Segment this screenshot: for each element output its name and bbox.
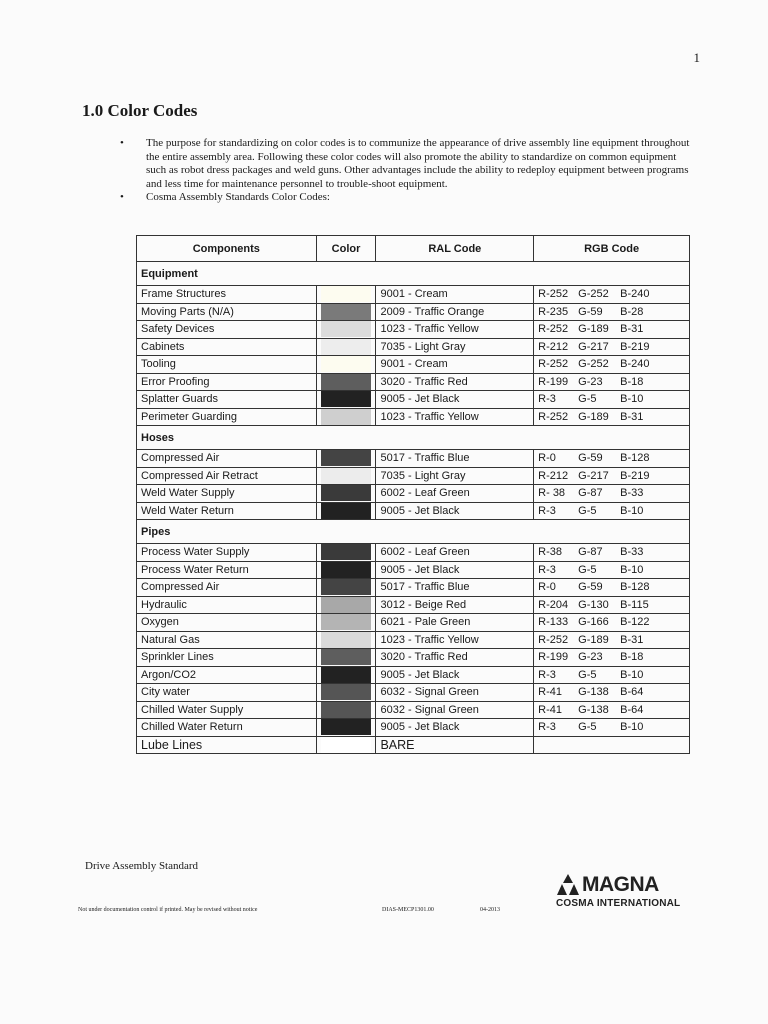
color-swatch-cell bbox=[316, 286, 376, 304]
header-rgb-code: RGB Code bbox=[534, 236, 690, 262]
rgb-g-value: G-189 bbox=[578, 633, 609, 646]
color-swatch bbox=[321, 614, 372, 630]
color-swatch bbox=[321, 649, 372, 665]
component-cell: Process Water Supply bbox=[137, 544, 317, 562]
color-swatch-cell bbox=[316, 338, 376, 356]
rgb-b-value: B-18 bbox=[620, 651, 644, 664]
table-row bbox=[137, 338, 690, 356]
component-cell: Argon/CO2 bbox=[137, 666, 317, 684]
rgb-b-value: B-33 bbox=[620, 546, 644, 559]
ral-code-cell: 6032 - Signal Green bbox=[376, 684, 534, 702]
table-body bbox=[137, 262, 690, 754]
rgb-b-value: B-128 bbox=[620, 581, 650, 594]
group-label: Equipment bbox=[137, 262, 690, 286]
component-cell: Chilled Water Supply bbox=[137, 701, 317, 719]
color-swatch-cell bbox=[316, 631, 376, 649]
ral-code-cell: 1023 - Traffic Yellow bbox=[376, 321, 534, 339]
component-cell: Oxygen bbox=[137, 614, 317, 632]
color-swatch-cell bbox=[316, 450, 376, 468]
table-row bbox=[137, 391, 690, 409]
ral-code-cell: 7035 - Light Gray bbox=[376, 467, 534, 485]
rgb-code-cell bbox=[534, 391, 690, 409]
rgb-code-cell bbox=[534, 561, 690, 579]
rgb-code-cell bbox=[534, 303, 690, 321]
rgb-b-value: B-240 bbox=[620, 288, 650, 301]
table-row bbox=[137, 701, 690, 719]
table-row bbox=[137, 485, 690, 503]
table-row bbox=[137, 467, 690, 485]
rgb-code-cell bbox=[534, 356, 690, 374]
color-swatch bbox=[321, 562, 372, 578]
rgb-code-cell bbox=[534, 338, 690, 356]
rgb-r-value: R-41 bbox=[538, 686, 562, 699]
rgb-r-value: R-212 bbox=[538, 469, 569, 482]
rgb-g-value: G-59 bbox=[578, 581, 603, 594]
header-color: Color bbox=[316, 236, 376, 262]
ral-code-cell: 6032 - Signal Green bbox=[376, 701, 534, 719]
color-swatch bbox=[321, 468, 372, 484]
rgb-b-value: B-10 bbox=[620, 393, 644, 406]
rgb-b-value: B-219 bbox=[620, 469, 650, 482]
color-swatch-cell bbox=[316, 544, 376, 562]
ral-code-cell: 6021 - Pale Green bbox=[376, 614, 534, 632]
rgb-g-value: G-87 bbox=[578, 546, 603, 559]
rgb-b-value: B-240 bbox=[620, 358, 650, 371]
rgb-code-cell bbox=[534, 321, 690, 339]
rgb-b-value: B-31 bbox=[620, 410, 644, 423]
table-row bbox=[137, 614, 690, 632]
rgb-b-value: B-219 bbox=[620, 340, 650, 353]
table-group-row bbox=[137, 426, 690, 450]
color-swatch bbox=[321, 702, 372, 718]
rgb-g-value: G-59 bbox=[578, 452, 603, 465]
rgb-r-value: R-199 bbox=[538, 651, 569, 664]
rgb-r-value: R-3 bbox=[538, 721, 556, 734]
rgb-b-value: B-33 bbox=[620, 487, 644, 500]
logo-subtitle: COSMA INTERNATIONAL bbox=[556, 898, 681, 909]
logo-wordmark: MAGNA bbox=[582, 873, 659, 896]
rgb-code-cell bbox=[534, 502, 690, 520]
component-cell: Compressed Air bbox=[137, 579, 317, 597]
ral-code-cell: 9005 - Jet Black bbox=[376, 502, 534, 520]
ral-code-cell: 1023 - Traffic Yellow bbox=[376, 408, 534, 426]
color-swatch bbox=[321, 409, 372, 425]
rgb-g-value: G-23 bbox=[578, 651, 603, 664]
table-row bbox=[137, 502, 690, 520]
color-swatch bbox=[321, 632, 372, 648]
footer-date: 04-2013 bbox=[480, 907, 500, 913]
ral-code-cell: 7035 - Light Gray bbox=[376, 338, 534, 356]
rgb-code-cell bbox=[534, 736, 690, 754]
component-cell: Tooling bbox=[137, 356, 317, 374]
table-row bbox=[137, 649, 690, 667]
rgb-code-cell bbox=[534, 701, 690, 719]
rgb-g-value: G-5 bbox=[578, 563, 597, 576]
rgb-r-value: R-252 bbox=[538, 410, 569, 423]
color-swatch-cell bbox=[316, 649, 376, 667]
table-row bbox=[137, 579, 690, 597]
rgb-g-value: G-252 bbox=[578, 358, 609, 371]
component-cell: Process Water Return bbox=[137, 561, 317, 579]
color-swatch-cell bbox=[316, 561, 376, 579]
rgb-g-value: G-217 bbox=[578, 340, 609, 353]
ral-code-cell: BARE bbox=[376, 736, 534, 754]
rgb-code-cell bbox=[534, 467, 690, 485]
rgb-g-value: G-217 bbox=[578, 469, 609, 482]
color-swatch bbox=[321, 356, 372, 372]
table-header-row bbox=[137, 236, 690, 262]
ral-code-cell: 3020 - Traffic Red bbox=[376, 649, 534, 667]
magna-logo-icon bbox=[556, 874, 580, 896]
ral-code-cell: 9005 - Jet Black bbox=[376, 561, 534, 579]
rgb-g-value: G-59 bbox=[578, 305, 603, 318]
rgb-g-value: G-87 bbox=[578, 487, 603, 500]
rgb-r-value: R- 38 bbox=[538, 487, 566, 500]
rgb-r-value: R-212 bbox=[538, 340, 569, 353]
page-number: 1 bbox=[693, 50, 700, 65]
color-swatch-cell bbox=[316, 303, 376, 321]
rgb-g-value: G-166 bbox=[578, 616, 609, 629]
rgb-r-value: R-252 bbox=[538, 358, 569, 371]
color-swatch bbox=[321, 684, 372, 700]
color-swatch-cell bbox=[316, 614, 376, 632]
color-swatch-cell bbox=[316, 502, 376, 520]
rgb-b-value: B-10 bbox=[620, 668, 644, 681]
table-row bbox=[137, 666, 690, 684]
rgb-r-value: R-0 bbox=[538, 581, 556, 594]
rgb-r-value: R-3 bbox=[538, 393, 556, 406]
table-row bbox=[137, 408, 690, 426]
ral-code-cell: 9005 - Jet Black bbox=[376, 719, 534, 737]
table-row bbox=[137, 544, 690, 562]
component-cell: Error Proofing bbox=[137, 373, 317, 391]
color-swatch-cell bbox=[316, 321, 376, 339]
color-swatch bbox=[321, 719, 372, 735]
color-swatch-cell bbox=[316, 485, 376, 503]
color-swatch-cell bbox=[316, 684, 376, 702]
rgb-code-cell bbox=[534, 614, 690, 632]
color-swatch bbox=[321, 391, 372, 407]
header-ral-code: RAL Code bbox=[376, 236, 534, 262]
header-components: Components bbox=[137, 236, 317, 262]
color-swatch-cell bbox=[316, 719, 376, 737]
component-cell: Frame Structures bbox=[137, 286, 317, 304]
rgb-b-value: B-10 bbox=[620, 563, 644, 576]
color-swatch bbox=[321, 450, 372, 466]
color-swatch bbox=[321, 503, 372, 519]
bullet-marker: • bbox=[120, 137, 124, 149]
color-swatch bbox=[321, 339, 372, 355]
table-row bbox=[137, 719, 690, 737]
table-row bbox=[137, 286, 690, 304]
ral-code-cell: 5017 - Traffic Blue bbox=[376, 579, 534, 597]
ral-code-cell: 3012 - Beige Red bbox=[376, 596, 534, 614]
rgb-r-value: R-204 bbox=[538, 598, 569, 611]
color-swatch-cell bbox=[316, 373, 376, 391]
color-swatch bbox=[321, 667, 372, 683]
table-row bbox=[137, 356, 690, 374]
table-row bbox=[137, 303, 690, 321]
footer-standard-title: Drive Assembly Standard bbox=[85, 860, 199, 872]
rgb-code-cell bbox=[534, 649, 690, 667]
color-swatch-cell bbox=[316, 467, 376, 485]
rgb-g-value: G-5 bbox=[578, 721, 597, 734]
rgb-code-cell bbox=[534, 631, 690, 649]
ral-code-cell: 2009 - Traffic Orange bbox=[376, 303, 534, 321]
rgb-g-value: G-138 bbox=[578, 686, 609, 699]
color-swatch bbox=[321, 737, 372, 753]
rgb-g-value: G-189 bbox=[578, 410, 609, 423]
rgb-code-cell bbox=[534, 596, 690, 614]
bullet-item-standards bbox=[120, 191, 690, 205]
rgb-r-value: R-0 bbox=[538, 452, 556, 465]
component-cell: City water bbox=[137, 684, 317, 702]
rgb-code-cell bbox=[534, 485, 690, 503]
color-swatch bbox=[321, 597, 372, 613]
component-cell: Lube Lines bbox=[137, 736, 317, 754]
rgb-r-value: R-235 bbox=[538, 305, 569, 318]
table-row bbox=[137, 321, 690, 339]
table-row bbox=[137, 450, 690, 468]
component-cell: Hydraulic bbox=[137, 596, 317, 614]
rgb-code-cell bbox=[534, 579, 690, 597]
ral-code-cell: 5017 - Traffic Blue bbox=[376, 450, 534, 468]
ral-code-cell: 9001 - Cream bbox=[376, 356, 534, 374]
rgb-r-value: R-252 bbox=[538, 288, 569, 301]
rgb-r-value: R-199 bbox=[538, 375, 569, 388]
table-row bbox=[137, 561, 690, 579]
ral-code-cell: 9005 - Jet Black bbox=[376, 391, 534, 409]
component-cell: Compressed Air bbox=[137, 450, 317, 468]
color-swatch-cell bbox=[316, 356, 376, 374]
rgb-code-cell bbox=[534, 666, 690, 684]
component-cell: Perimeter Guarding bbox=[137, 408, 317, 426]
rgb-b-value: B-31 bbox=[620, 323, 644, 336]
bullet-item-purpose bbox=[120, 137, 690, 191]
table-group-row bbox=[137, 520, 690, 544]
color-swatch-cell bbox=[316, 666, 376, 684]
rgb-b-value: B-10 bbox=[620, 504, 644, 517]
rgb-b-value: B-10 bbox=[620, 721, 644, 734]
bullet-marker: • bbox=[120, 191, 124, 204]
rgb-g-value: G-252 bbox=[578, 288, 609, 301]
bullet-text-purpose: The purpose for standardizing on color codes is to communize the appearance of drive assembly line equipment throughout the entire assembly area. Following these color codes will also promote the ability to standardize on common equipment such as robot dress packages and weld guns. Other advantages include the ability to redeploy equipment between programs and less time for maintenance personnel to trouble-shoot equipment. bbox=[146, 137, 690, 190]
ral-code-cell: 3020 - Traffic Red bbox=[376, 373, 534, 391]
bullet-text-standards: Cosma Assembly Standards Color Codes: bbox=[146, 191, 330, 204]
component-cell: Weld Water Supply bbox=[137, 485, 317, 503]
rgb-r-value: R-3 bbox=[538, 563, 556, 576]
color-swatch bbox=[321, 321, 372, 337]
component-cell: Natural Gas bbox=[137, 631, 317, 649]
group-label: Hoses bbox=[137, 426, 690, 450]
rgb-code-cell bbox=[534, 373, 690, 391]
ral-code-cell: 9005 - Jet Black bbox=[376, 666, 534, 684]
color-swatch-cell bbox=[316, 408, 376, 426]
rgb-code-cell bbox=[534, 684, 690, 702]
rgb-r-value: R-3 bbox=[538, 504, 556, 517]
rgb-r-value: R-252 bbox=[538, 323, 569, 336]
ral-code-cell: 6002 - Leaf Green bbox=[376, 485, 534, 503]
color-swatch bbox=[321, 485, 372, 501]
ral-code-cell: 1023 - Traffic Yellow bbox=[376, 631, 534, 649]
magna-logo bbox=[556, 873, 686, 909]
rgb-g-value: G-5 bbox=[578, 504, 597, 517]
component-cell: Splatter Guards bbox=[137, 391, 317, 409]
rgb-g-value: G-138 bbox=[578, 703, 609, 716]
rgb-r-value: R-252 bbox=[538, 633, 569, 646]
rgb-code-cell bbox=[534, 408, 690, 426]
rgb-g-value: G-23 bbox=[578, 375, 603, 388]
footer-disclaimer: Not under documentation control if printed. May be revised without notice bbox=[78, 907, 258, 913]
rgb-b-value: B-115 bbox=[620, 598, 649, 611]
color-swatch bbox=[321, 374, 372, 390]
color-swatch-cell bbox=[316, 579, 376, 597]
color-swatch-cell bbox=[316, 596, 376, 614]
rgb-g-value: G-189 bbox=[578, 323, 609, 336]
component-cell: Safety Devices bbox=[137, 321, 317, 339]
component-cell: Cabinets bbox=[137, 338, 317, 356]
table-group-row bbox=[137, 262, 690, 286]
rgb-code-cell bbox=[534, 719, 690, 737]
rgb-code-cell bbox=[534, 544, 690, 562]
rgb-b-value: B-64 bbox=[620, 703, 644, 716]
rgb-b-value: B-64 bbox=[620, 686, 644, 699]
footer-document-number: DIAS-MECP1301.00 bbox=[382, 907, 434, 913]
table-row bbox=[137, 373, 690, 391]
rgb-g-value: G-130 bbox=[578, 598, 609, 611]
table-row bbox=[137, 631, 690, 649]
section-title: 1.0 Color Codes bbox=[82, 101, 198, 120]
ral-code-cell: 9001 - Cream bbox=[376, 286, 534, 304]
rgb-r-value: R-41 bbox=[538, 703, 562, 716]
rgb-code-cell bbox=[534, 286, 690, 304]
color-codes-table bbox=[136, 235, 690, 754]
rgb-code-cell bbox=[534, 450, 690, 468]
rgb-g-value: G-5 bbox=[578, 668, 597, 681]
rgb-r-value: R-3 bbox=[538, 668, 556, 681]
table-row bbox=[137, 736, 690, 754]
color-swatch bbox=[321, 579, 372, 595]
table-row bbox=[137, 596, 690, 614]
rgb-b-value: B-28 bbox=[620, 305, 644, 318]
rgb-r-value: R-133 bbox=[538, 616, 569, 629]
component-cell: Sprinkler Lines bbox=[137, 649, 317, 667]
color-swatch bbox=[321, 304, 372, 320]
component-cell: Moving Parts (N/A) bbox=[137, 303, 317, 321]
rgb-r-value: R-38 bbox=[538, 546, 562, 559]
rgb-b-value: B-122 bbox=[620, 616, 650, 629]
component-cell: Chilled Water Return bbox=[137, 719, 317, 737]
rgb-b-value: B-18 bbox=[620, 375, 644, 388]
ral-code-cell: 6002 - Leaf Green bbox=[376, 544, 534, 562]
rgb-b-value: B-31 bbox=[620, 633, 644, 646]
group-label: Pipes bbox=[137, 520, 690, 544]
component-cell: Compressed Air Retract bbox=[137, 467, 317, 485]
bullet-list bbox=[120, 137, 690, 205]
table-row bbox=[137, 684, 690, 702]
color-swatch-cell bbox=[316, 701, 376, 719]
color-swatch bbox=[321, 286, 372, 302]
color-swatch bbox=[321, 544, 372, 560]
rgb-g-value: G-5 bbox=[578, 393, 597, 406]
rgb-b-value: B-128 bbox=[620, 452, 650, 465]
color-swatch-cell bbox=[316, 736, 376, 754]
component-cell: Weld Water Return bbox=[137, 502, 317, 520]
color-swatch-cell bbox=[316, 391, 376, 409]
